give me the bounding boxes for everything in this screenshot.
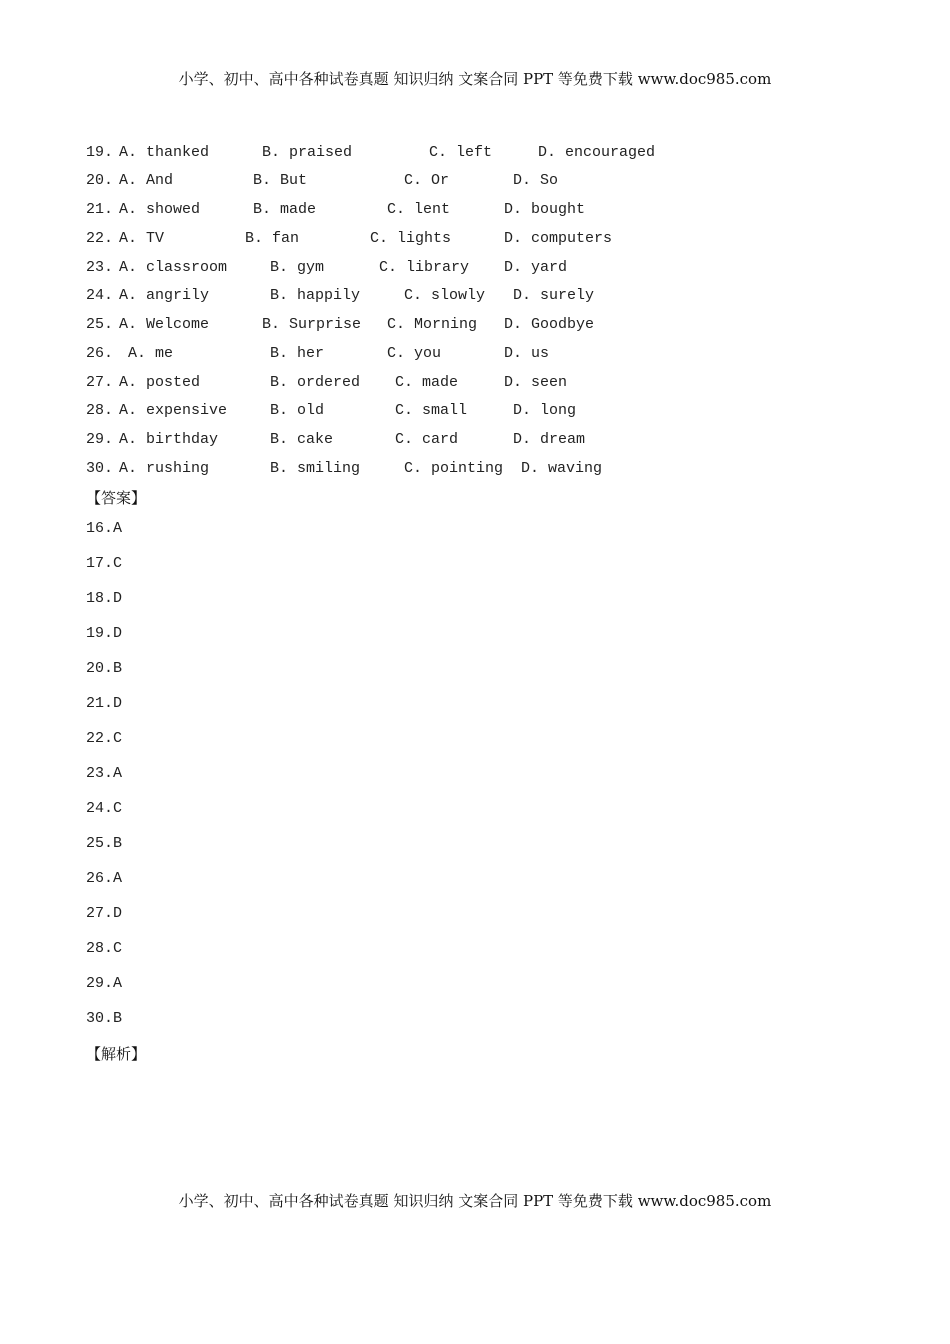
question-number: 22. [86,230,114,247]
option-d: D. long [513,402,577,419]
option-d: D. Goodbye [504,316,595,333]
page-header: 小学、初中、高中各种试卷真题 知识归纳 文案合同 PPT 等免费下载 www.doc985.com [178,70,772,88]
option-a: A. posted [119,374,201,391]
option-b: B. gym [270,259,325,276]
option-b: B. her [270,345,325,362]
option-a: A. thanked [119,144,210,161]
answer-item: 22.C [86,730,123,747]
option-c: C. Or [404,172,450,189]
answer-item: 29.A [86,975,123,992]
option-c: C. left [429,144,493,161]
option-a: A. And [119,172,174,189]
option-d: D. computers [504,230,613,247]
option-a: A. angrily [119,287,210,304]
option-b: B. happily [270,287,361,304]
answer-item: 28.C [86,940,123,957]
option-a: A. classroom [119,259,228,276]
option-b: B. praised [262,144,353,161]
answer-item: 20.B [86,660,123,677]
option-b: B. smiling [270,460,361,477]
option-c: C. you [387,345,442,362]
answer-item: 18.D [86,590,123,607]
answer-item: 30.B [86,1010,123,1027]
option-d: D. surely [513,287,595,304]
option-a: A. birthday [119,431,219,448]
answer-item: 21.D [86,695,123,712]
option-a: A. Welcome [119,316,210,333]
answer-item: 24.C [86,800,123,817]
answer-item: 17.C [86,555,123,572]
option-c: C. lights [370,230,452,247]
option-c: C. made [395,374,459,391]
option-d: D. bought [504,201,586,218]
option-c: C. lent [387,201,451,218]
option-d: D. So [513,172,559,189]
option-c: C. slowly [404,287,486,304]
question-number: 27. [86,374,114,391]
analysis-title: 【解析】 [86,1045,147,1063]
question-number: 29. [86,431,114,448]
question-number: 21. [86,201,114,218]
option-d: D. waving [521,460,603,477]
option-c: C. library [379,259,470,276]
answer-item: 27.D [86,905,123,922]
option-b: B. made [253,201,317,218]
option-a: A. expensive [119,402,228,419]
answer-item: 25.B [86,835,123,852]
option-c: C. pointing [404,460,504,477]
option-d: D. encouraged [538,144,656,161]
option-a: A. me [128,345,174,362]
answer-title: 【答案】 [86,489,147,507]
option-b: B. ordered [270,374,361,391]
question-number: 28. [86,402,114,419]
question-number: 25. [86,316,114,333]
option-b: B. old [270,402,325,419]
option-a: A. TV [119,230,165,247]
option-d: D. dream [513,431,586,448]
question-number: 26. [86,345,114,362]
question-number: 24. [86,287,114,304]
question-number: 19. [86,144,114,161]
option-d: D. us [504,345,550,362]
option-a: A. showed [119,201,201,218]
option-b: B. Surprise [262,316,362,333]
option-b: B. fan [245,230,300,247]
option-c: C. card [395,431,459,448]
option-d: D. yard [504,259,568,276]
option-c: C. Morning [387,316,478,333]
answer-item: 19.D [86,625,123,642]
question-number: 20. [86,172,114,189]
question-number: 23. [86,259,114,276]
option-a: A. rushing [119,460,210,477]
page-footer: 小学、初中、高中各种试卷真题 知识归纳 文案合同 PPT 等免费下载 www.doc985.com [178,1192,772,1210]
option-b: B. But [253,172,308,189]
option-b: B. cake [270,431,334,448]
answer-item: 23.A [86,765,123,782]
option-d: D. seen [504,374,568,391]
question-number: 30. [86,460,114,477]
option-c: C. small [395,402,468,419]
answer-item: 26.A [86,870,123,887]
answer-item: 16.A [86,520,123,537]
